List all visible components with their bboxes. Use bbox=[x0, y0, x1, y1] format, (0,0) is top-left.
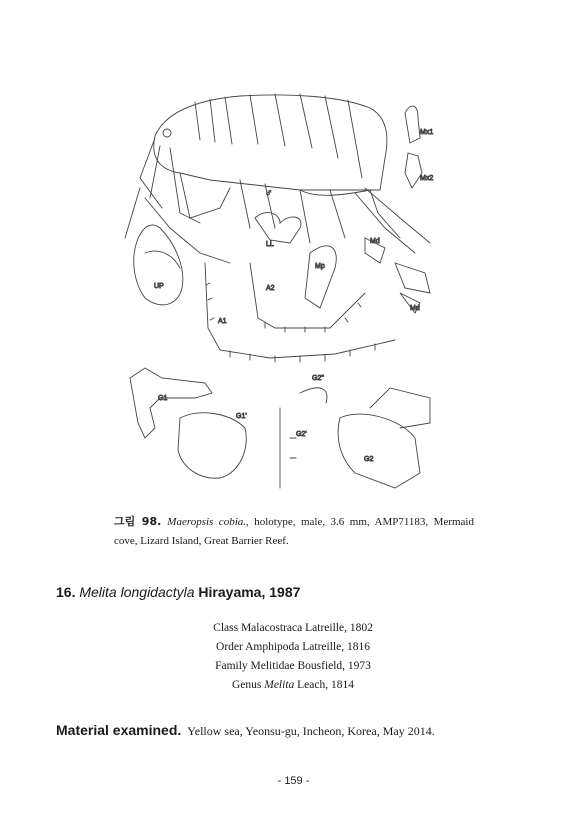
label-g1: G1 bbox=[158, 395, 168, 402]
label-mx1: Mx1 bbox=[420, 129, 434, 136]
genus-author: Leach, 1814 bbox=[297, 679, 354, 691]
label-g1-prime: G1' bbox=[236, 413, 247, 420]
page-number: - 159 - bbox=[277, 775, 310, 787]
species-illustration-figure bbox=[100, 78, 500, 498]
label-ll: LL bbox=[266, 241, 274, 248]
material-heading: Material examined. bbox=[56, 722, 182, 738]
label-g2-prime: G2' bbox=[296, 431, 307, 438]
antenna-drawings bbox=[205, 263, 395, 362]
figure-species-name: Maeropsis cobia. bbox=[167, 516, 246, 528]
figure-caption-details: , holotype, male, 3.6 mm, AMP71183, Mermaid cove, Lizard Island, Great Barrier Reef. bbox=[114, 516, 474, 547]
figure-number: 그림 98. bbox=[114, 515, 162, 528]
genus-name: Melita bbox=[264, 679, 295, 691]
species-name: Melita longidactyla bbox=[79, 584, 195, 600]
label-g2-double-prime: G2'' bbox=[312, 375, 325, 382]
uropod-drawing bbox=[134, 225, 183, 305]
label-a1: A1 bbox=[218, 318, 227, 325]
label-mp: Mp bbox=[315, 263, 325, 270]
gnathopod-drawings bbox=[130, 368, 430, 488]
label-a2: A2 bbox=[266, 285, 275, 292]
material-text: Yellow sea, Yeonsu-gu, Incheon, Korea, May 2014. bbox=[187, 724, 435, 738]
label-g2: G2 bbox=[364, 456, 374, 463]
label-up: UP bbox=[154, 283, 164, 290]
amphipod-body-drawing bbox=[125, 94, 430, 263]
label-male-symbol: ♂ bbox=[265, 188, 273, 199]
label-md-bottom: Md bbox=[410, 305, 420, 312]
species-heading bbox=[56, 584, 300, 600]
species-number: 16. bbox=[56, 584, 76, 600]
species-authority: Hirayama, 1987 bbox=[198, 584, 301, 600]
figure-caption bbox=[114, 512, 474, 551]
mouthpart-drawings bbox=[255, 106, 430, 313]
taxonomy-block bbox=[180, 619, 406, 695]
genus-prefix: Genus bbox=[231, 679, 262, 691]
label-md-top: Md bbox=[370, 238, 380, 245]
label-mx2: Mx2 bbox=[420, 175, 434, 182]
taxonomy-family: Family Melitidae Bousfield, 1973 bbox=[215, 660, 371, 672]
taxonomy-class: Class Malacostraca Latreille, 1802 bbox=[213, 622, 373, 634]
material-examined bbox=[56, 722, 435, 739]
taxonomy-genus bbox=[180, 676, 406, 695]
taxonomy-order: Order Amphipoda Latreille, 1816 bbox=[216, 641, 370, 653]
